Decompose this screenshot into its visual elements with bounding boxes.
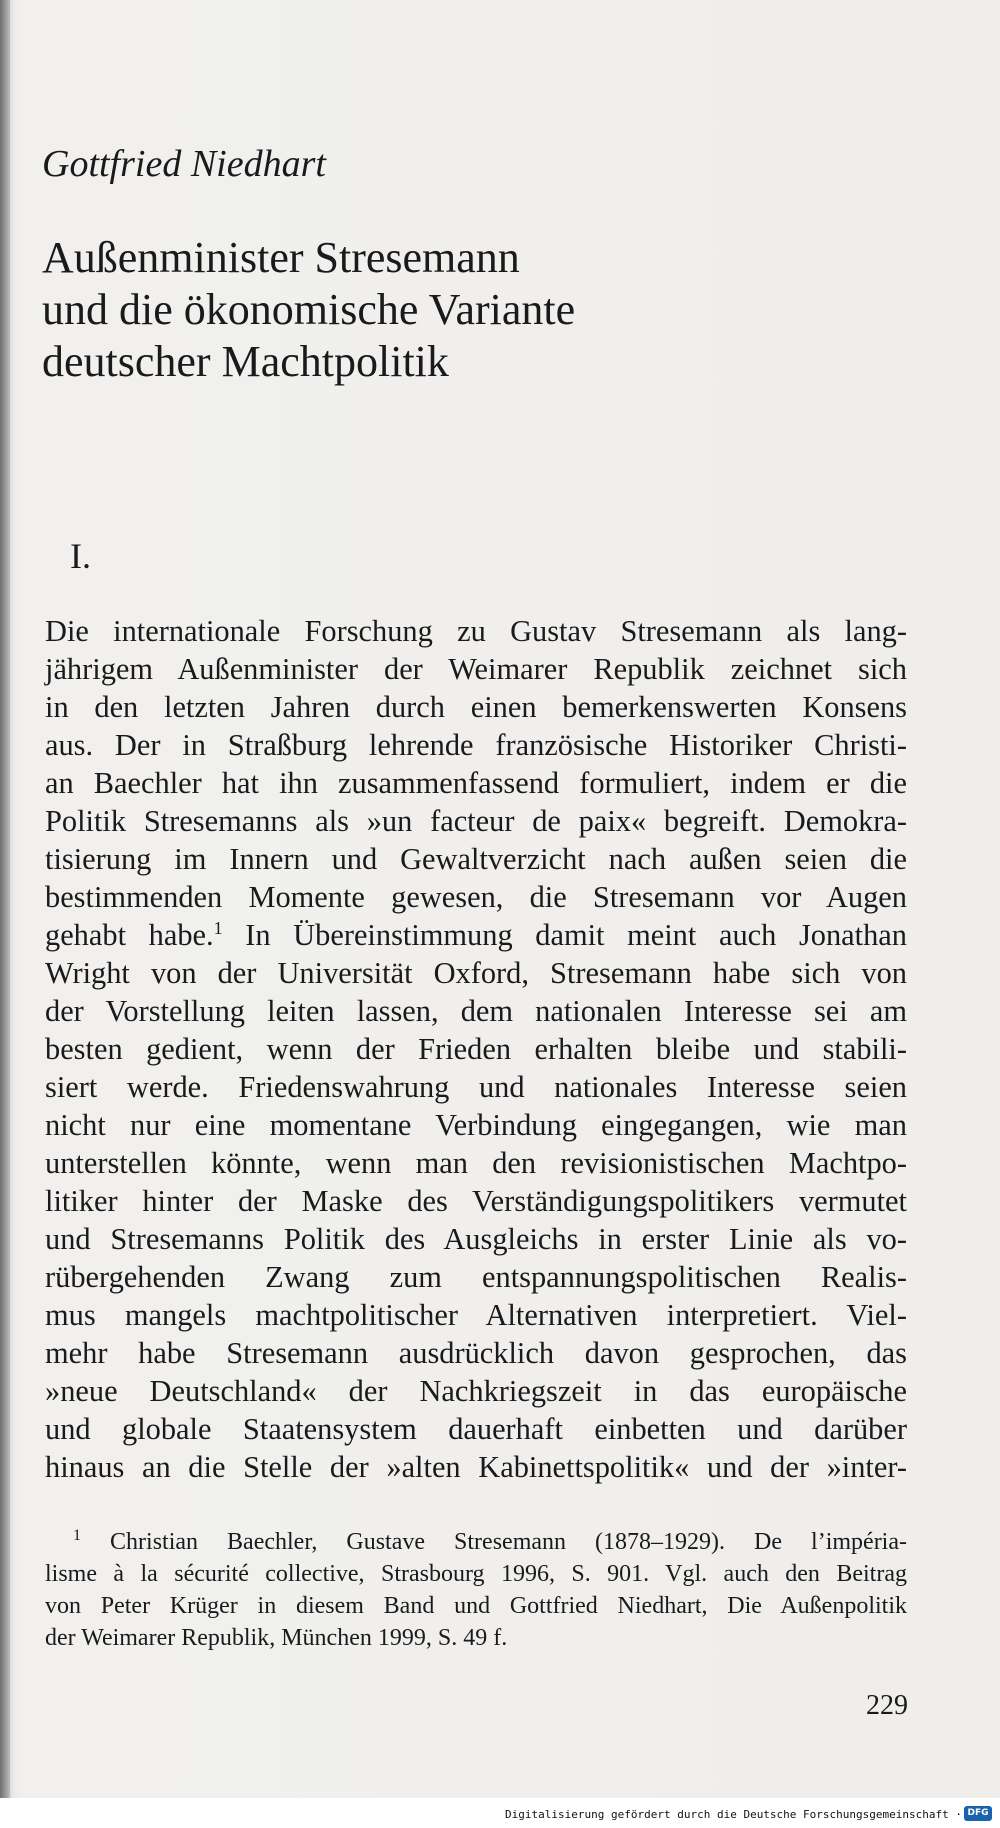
body-line: unterstellen könnte, wenn man den revisionistischen Machtpo- bbox=[45, 1146, 907, 1180]
footnote-line: der Weimarer Republik, München 1999, S. 49 f. bbox=[45, 1625, 508, 1651]
body-line: jährigem Außenminister der Weimarer Republik zeichnet sich bbox=[45, 652, 907, 686]
footnote-line bbox=[45, 1526, 907, 1558]
section-heading: I. bbox=[70, 536, 91, 576]
body-line: hinaus an die Stelle der »alten Kabinettspolitik« und der »inter- bbox=[45, 1450, 907, 1484]
title-line: Außenminister Stresemann bbox=[42, 233, 520, 282]
body-line: an Baechler hat ihn zusammenfassend formuliert, indem er die bbox=[45, 766, 907, 800]
body-line: mus mangels machtpolitischer Alternativen interpretiert. Viel- bbox=[45, 1298, 907, 1332]
body-line: und globale Staatensystem dauerhaft einbetten und darüber bbox=[45, 1412, 907, 1446]
body-line-with-footnote bbox=[45, 916, 907, 954]
body-paragraph bbox=[45, 612, 907, 1486]
footnote-line: lisme à la sécurité collective, Strasbourg 1996, S. 901. Vgl. auch den Beitrag bbox=[45, 1561, 907, 1587]
body-line: rübergehenden Zwang zum entspannungspolitischen Realis- bbox=[45, 1260, 907, 1294]
footnote bbox=[45, 1526, 907, 1654]
body-line: nicht nur eine momentane Verbindung eingegangen, wie man bbox=[45, 1108, 907, 1142]
page-number: 229 bbox=[866, 1690, 908, 1721]
body-line-text: In Übereinstimmung damit meint auch Jonathan bbox=[222, 918, 907, 952]
body-line: mehr habe Stresemann ausdrücklich davon gesprochen, das bbox=[45, 1336, 907, 1370]
body-line: besten gedient, wenn der Frieden erhalten bleibe und stabili- bbox=[45, 1032, 907, 1066]
dfg-logo: DFG bbox=[964, 1806, 992, 1821]
footnote-reference[interactable]: 1 bbox=[213, 917, 223, 938]
body-line: tisierung im Innern und Gewaltverzicht nach außen seien die bbox=[45, 842, 907, 876]
article-title bbox=[42, 232, 942, 388]
body-line: der Vorstellung leiten lassen, dem nationalen Interesse sei am bbox=[45, 994, 907, 1028]
footnote-text: Christian Baechler, Gustave Stresemann (1878–1929). De l’impéria- bbox=[81, 1529, 907, 1555]
body-line: in den letzten Jahren durch einen bemerkenswerten Konsens bbox=[45, 690, 907, 724]
body-line: litiker hinter der Maske des Verständigungspolitikers vermutet bbox=[45, 1184, 907, 1218]
body-line: »neue Deutschland« der Nachkriegszeit in das europäische bbox=[45, 1374, 907, 1408]
body-line: Die internationale Forschung zu Gustav Stresemann als lang- bbox=[45, 614, 907, 648]
body-line: Wright von der Universität Oxford, Stresemann habe sich von bbox=[45, 956, 907, 990]
title-line: und die ökonomische Variante bbox=[42, 285, 576, 334]
title-line: deutscher Machtpolitik bbox=[42, 337, 449, 386]
footnote-line: von Peter Krüger in diesem Band und Gottfried Niedhart, Die Außenpolitik bbox=[45, 1593, 907, 1619]
author-name: Gottfried Niedhart bbox=[42, 143, 326, 185]
digitization-note: Digitalisierung gefördert durch die Deutsche Forschungsgemeinschaft · bbox=[505, 1808, 962, 1821]
body-line: und Stresemanns Politik des Ausgleichs in erster Linie als vo- bbox=[45, 1222, 907, 1256]
book-spine-shadow bbox=[0, 0, 10, 1828]
body-line: siert werde. Friedenswahrung und nationales Interesse seien bbox=[45, 1070, 907, 1104]
body-line-text: gehabt habe. bbox=[45, 918, 214, 952]
body-line: Politik Stresemanns als »un facteur de paix« begreift. Demokra- bbox=[45, 804, 907, 838]
body-line: bestimmenden Momente gewesen, die Stresemann vor Augen bbox=[45, 880, 907, 914]
footnote-number: 1 bbox=[73, 1527, 81, 1544]
body-line: aus. Der in Straßburg lehrende französische Historiker Christi- bbox=[45, 728, 907, 762]
